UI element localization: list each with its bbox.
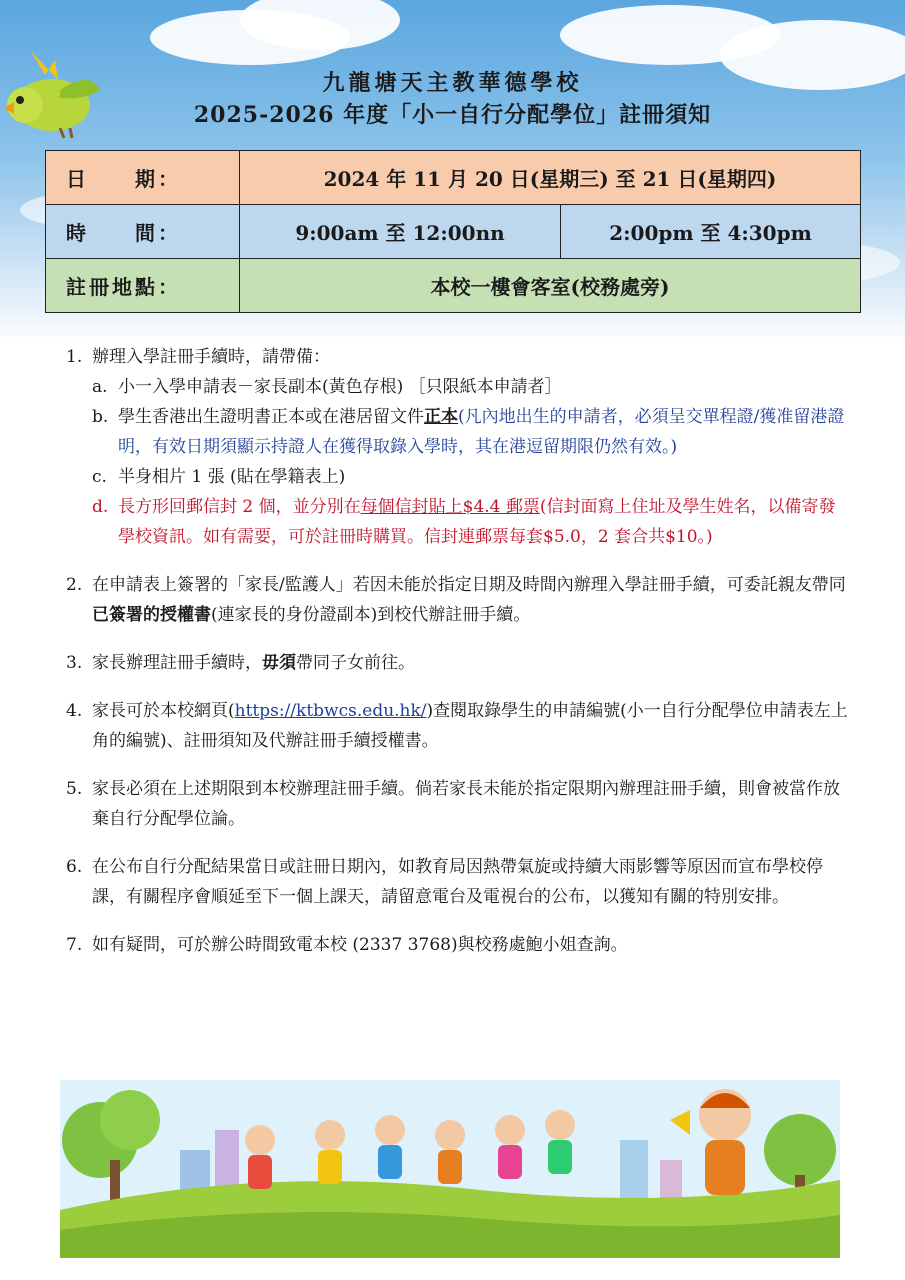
sub-item-text: 學生香港出生證明書正本或在港居留文件	[118, 407, 424, 427]
item-number: 2.	[66, 575, 83, 595]
authorization-emphasis: 已簽署的授權書	[92, 605, 211, 625]
list-item-2	[62, 570, 852, 630]
item-number: 6.	[66, 857, 83, 877]
item-text: 如有疑問，可於辦公時間致電本校 (2337 3768)與校務處鮑小姐查詢。	[92, 935, 628, 955]
sub-item-letter: c.	[92, 467, 107, 487]
time-afternoon: 2:00pm 至 4:30pm	[561, 205, 861, 259]
notice-content	[62, 342, 852, 960]
time-morning: 9:00am 至 12:00nn	[240, 205, 561, 259]
school-website-link[interactable]: https://ktbwcs.edu.hk/	[234, 701, 427, 721]
item-number: 4.	[66, 701, 83, 721]
sub-item-text: 長方形回郵信封 2 個，並分別在	[118, 497, 361, 517]
item-text: (連家長的身份證副本)到校代辦註冊手續。	[211, 605, 531, 625]
mainland-born-note: (凡內地出生的申請者，必須呈交單程證/獲准留港證明，有效日期須顯示持證人在獲得取錄入學時，其在港逗留期限仍然有效。)	[118, 407, 845, 457]
sub-item-text: 小一入學申請表－家長副本(黃色存根) ［只限紙本申請者］	[118, 377, 562, 397]
notice-header	[0, 68, 905, 132]
date-value: 2024 年 11 月 20 日(星期三) 至 21 日(星期四)	[240, 151, 861, 205]
item-number: 5.	[66, 779, 83, 799]
item-text: 辦理入學註冊手續時，請帶備：	[92, 347, 330, 367]
notice-title: 2025-2026 年度「小一自行分配學位」註冊須知	[193, 102, 712, 128]
list-item-3	[62, 648, 852, 678]
sub-item-letter: b.	[92, 407, 109, 427]
item-text: 家長可於本校網頁(	[92, 701, 235, 721]
sub-item-d	[62, 492, 852, 552]
original-emphasis: 正本	[424, 407, 458, 427]
venue-label: 註冊地點：	[46, 259, 240, 313]
registration-info-table	[45, 150, 861, 313]
no-need-emphasis: 毋須	[262, 653, 296, 673]
sub-item-letter: d.	[92, 497, 109, 517]
item-number: 1.	[66, 347, 83, 367]
list-item-1	[62, 342, 852, 372]
sub-item-b	[62, 402, 852, 462]
list-item-5	[62, 774, 852, 834]
sub-item-c	[62, 462, 852, 492]
list-item-6	[62, 852, 852, 912]
item-text: )查閱取錄學生的申請編號(小一自行分配學位申請表左上角的編號)、註冊須知及代辦註冊手續授權書。	[92, 701, 848, 751]
date-label: 日 期：	[46, 151, 240, 205]
item-text: 在公布自行分配結果當日或註冊日期內，如教育局因熱帶氣旋或持續大雨影響等原因而宣布學校停課，有關程序會順延至下一個上課天，請留意電台及電視台的公布，以獲知有關的特別安排。	[92, 857, 823, 907]
item-number: 3.	[66, 653, 83, 673]
time-label: 時 間：	[46, 205, 240, 259]
list-item-7	[62, 930, 852, 960]
list-item-4	[62, 696, 852, 756]
school-name: 九龍塘天主教華德學校	[322, 70, 583, 96]
item-text: 在申請表上簽署的「家長/監護人」若因未能於指定日期及時間內辦理入學註冊手續，可委託親友帶同	[92, 575, 846, 595]
sub-item-letter: a.	[92, 377, 108, 397]
sub-item-a	[62, 372, 852, 402]
date-row	[46, 151, 861, 205]
item-number: 7.	[66, 935, 83, 955]
stamp-emphasis: 每個信封貼上$4.4 郵票	[360, 497, 540, 517]
envelope-note: (信封面寫上住址及學生姓名，以備寄發學校資訊。如有需要，可於註冊時購買。信封連郵票每套$5.0，2 套合共$10。)	[118, 497, 836, 547]
item-text: 帶同子女前往。	[296, 653, 415, 673]
venue-value: 本校一樓會客室(校務處旁)	[240, 259, 861, 313]
item-text: 家長必須在上述期限到本校辦理註冊手續。倘若家長未能於指定限期內辦理註冊手續，則會被當作放棄自行分配學位論。	[92, 779, 840, 829]
children-playing-illustration	[60, 1080, 840, 1258]
item-text: 家長辦理註冊手續時，	[92, 653, 262, 673]
sub-item-text: 半身相片 1 張 (貼在學籍表上)	[118, 467, 346, 487]
venue-row	[46, 259, 861, 313]
time-row	[46, 205, 861, 259]
